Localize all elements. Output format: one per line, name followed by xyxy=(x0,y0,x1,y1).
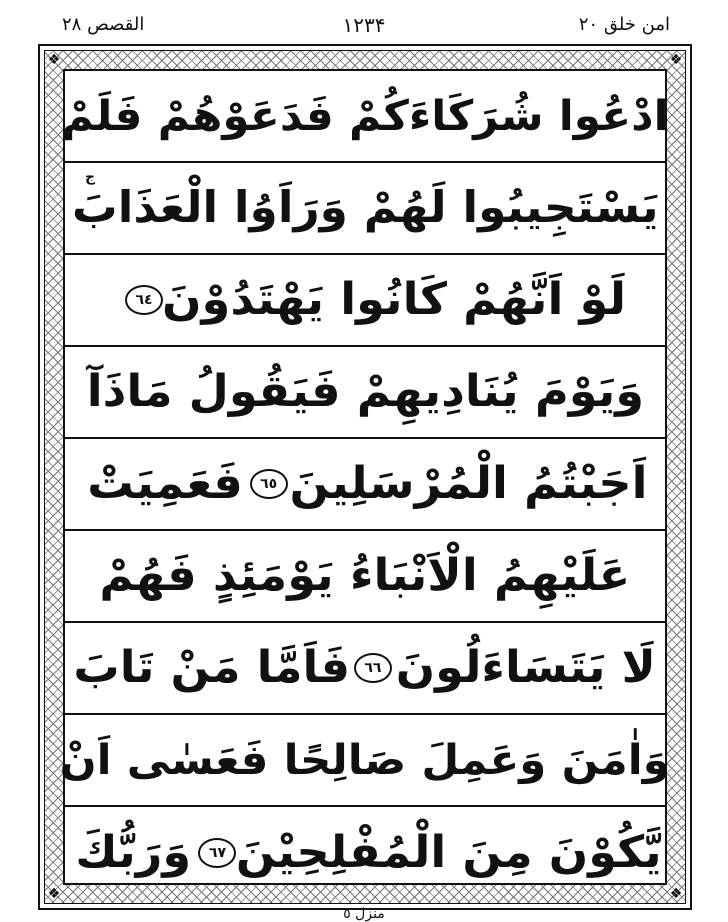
verse-line-8 xyxy=(59,715,671,807)
corner-ornament-icon: ❖ xyxy=(47,886,61,902)
corner-ornament-icon: ❖ xyxy=(47,52,61,68)
verse-line-7 xyxy=(65,623,665,715)
page-frame xyxy=(38,44,692,910)
verse-text: يَّكُوْنَ مِنَ الْمُفْلِحِيْنَ xyxy=(236,827,663,878)
verse-text: اَجَبْتُمُ الْمُرْسَلِينَ xyxy=(289,458,648,509)
verse-text: وَيَوْمَ يُنَادِيهِمْ فَيَقُولُ مَاذَآ xyxy=(86,366,644,417)
corner-ornament-icon: ❖ xyxy=(669,886,683,902)
verse-line-4 xyxy=(65,347,665,439)
verse-end-marker: ٦٤ xyxy=(125,285,163,315)
verse-line-1 xyxy=(61,71,669,163)
para-label: امن خلق ۲۰ xyxy=(578,14,670,35)
verse-line-2 xyxy=(65,163,665,255)
page-header xyxy=(0,8,728,42)
verse-line-3 xyxy=(65,255,665,347)
verse-text: يَسْتَجِيبُوا لَهُمْ وَرَاَوُا الْعَذَابَ xyxy=(71,183,659,233)
corner-ornament-icon: ❖ xyxy=(669,52,683,68)
surah-label: القصص ٢٨ xyxy=(62,14,145,35)
verse-line-9 xyxy=(65,807,665,899)
verse-end-marker: ٦٦ xyxy=(354,653,392,683)
verse-text: وَاٰمَنَ وَعَمِلَ صَالِحًا فَعَسٰى اَنْ xyxy=(59,735,671,784)
verse-text: ادْعُوا شُرَكَاءَكُمْ فَدَعَوْهُمْ فَلَمْ xyxy=(61,91,669,140)
verse-text: وَرَبُّكَ xyxy=(75,827,192,878)
text-panel xyxy=(59,69,671,885)
verse-end-marker: ٦٧ xyxy=(198,838,236,868)
page-number: ۱۲۳۴ xyxy=(342,13,386,37)
verse-text: لَا يَتَسَاءَلُونَ xyxy=(395,642,656,693)
verse-text: فَعَمِيَتْ xyxy=(87,458,244,509)
pause-mark: ج xyxy=(85,169,96,185)
verse-line-6 xyxy=(65,531,665,623)
verse-text: عَلَيْهِمُ الْاَنْبَاءُ يَوْمَئِذٍ فَهُمْ xyxy=(99,550,631,601)
verse-line-5 xyxy=(65,439,665,531)
decorative-border xyxy=(44,50,686,904)
verse-text: فَاَمَّا مَنْ تَابَ xyxy=(73,642,351,693)
verse-end-marker: ٦٥ xyxy=(250,469,288,499)
manzil-footer: منزل ٥ xyxy=(343,906,385,922)
verse-text: لَوْ اَنَّهُمْ كَانُوا يَهْتَدُوْنَ xyxy=(161,274,627,325)
